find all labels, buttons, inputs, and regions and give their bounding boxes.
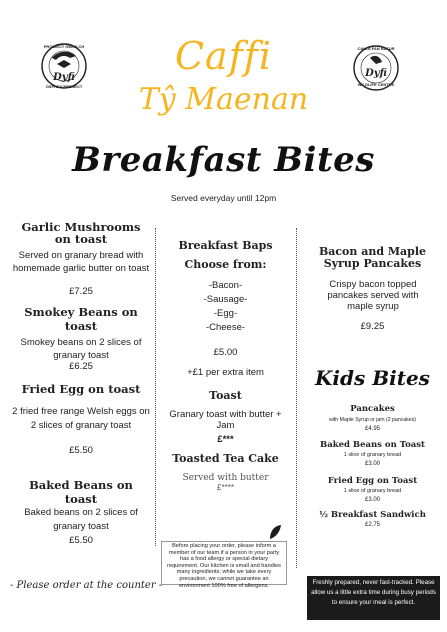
- brand-name-line2: Tŷ Maenan: [138, 82, 309, 117]
- logo-right-top: CANOLFAN NATUR: [357, 46, 395, 51]
- baps-extra-price: +£1 per extra item: [187, 367, 264, 378]
- kids-baked-beans-desc: 1 slice of granary bread: [343, 452, 402, 458]
- order-at-counter-note: - Please order at the counter -: [10, 580, 163, 591]
- baps-option-egg: -Egg-: [213, 308, 238, 319]
- baps-option-cheese: -Cheese-: [205, 322, 246, 333]
- kids-pancakes-desc: with Maple Syrup or jam (2 pancakes): [328, 417, 417, 423]
- pancakes-price: £9.25: [360, 321, 385, 332]
- logo-left-bottom: OSPREY PROJECT: [45, 84, 83, 89]
- item-garlic-mushrooms-desc: Served on granary bread with homemade garlic butter on toast: [12, 250, 150, 274]
- logo-left-main: Dyfi: [53, 72, 75, 83]
- item-baked-beans-name: Baked Beans on toast: [29, 478, 133, 506]
- baps-option-sausage: -Sausage-: [203, 294, 248, 305]
- item-smokey-beans-price: £6.25: [69, 361, 93, 372]
- toast-title: Toast: [209, 389, 242, 402]
- pancakes-title: Bacon and Maple Syrup Pancakes: [318, 245, 427, 270]
- brand-name-line1: Caffi: [174, 34, 272, 78]
- item-smokey-beans-desc: Smokey beans on 2 slices of granary toast: [20, 337, 142, 361]
- toast-desc: Granary toast with butter + Jam: [169, 409, 282, 431]
- column-divider-left: [155, 228, 156, 546]
- menu-title: Breakfast Bites: [72, 140, 375, 180]
- allergen-notice: Before placing your order, please inform a member of our team if a person in your party has a food allergy or special dietary requirement. Our kitchen is small and handles many ingredients; while we take every precaution, we cannot guarantee an environment 100% free of allergens.: [161, 541, 287, 585]
- baps-title: Breakfast Baps: [178, 239, 273, 252]
- leaf-icon: [268, 524, 282, 545]
- teacake-desc: Served with butter: [182, 473, 269, 483]
- baps-price: £5.00: [213, 347, 238, 358]
- pancakes-desc: Crispy bacon topped pancakes served with maple syrup: [327, 279, 419, 312]
- kids-baked-beans-price: £3.00: [364, 461, 380, 467]
- logo-left-top: PROSIECT GWEILCH: [43, 44, 85, 49]
- teacake-price: £****: [217, 483, 234, 492]
- item-baked-beans-desc: Baked beans on 2 slices of granary toast: [24, 507, 138, 532]
- kids-bites-title: Kids Bites: [315, 366, 430, 390]
- item-garlic-mushrooms-price: £7.25: [69, 286, 93, 297]
- kids-half-sandwich-name: ½ Breakfast Sandwich: [319, 510, 426, 520]
- kids-pancakes-name: Pancakes: [350, 404, 395, 414]
- item-garlic-mushrooms-name: Garlic Mushrooms on toast: [21, 220, 141, 246]
- toast-price: £***: [217, 434, 234, 445]
- item-fried-egg-name: Fried Egg on toast: [21, 382, 141, 396]
- item-baked-beans-price: £5.50: [69, 535, 93, 546]
- item-fried-egg-desc: 2 fried free range Welsh eggs on 2 slices of granary toast: [12, 406, 150, 431]
- teacake-title: Toasted Tea Cake: [172, 452, 279, 465]
- item-smokey-beans-name: Smokey Beans on toast: [24, 305, 138, 333]
- kids-fried-egg-desc: 1 slice of granary bread: [343, 488, 402, 494]
- column-divider-right: [296, 228, 297, 568]
- kids-baked-beans-name: Baked Beans on Toast: [320, 440, 425, 450]
- kids-pancakes-price: £4.95: [364, 426, 380, 432]
- kids-fried-egg-name: Fried Egg on Toast: [327, 476, 418, 486]
- item-fried-egg-price: £5.50: [69, 445, 93, 456]
- kids-fried-egg-price: £3.00: [364, 497, 380, 503]
- kids-half-sandwich-price: £2.75: [364, 522, 380, 528]
- freshly-prepared-note: Freshly prepared, never fast-tracked. Please allow us a little extra time during busy periods to ensure your meal is perfect.: [307, 576, 440, 620]
- logo-right-bottom: WILDLIFE CENTRE: [357, 82, 395, 87]
- menu-subtitle: Served everyday until 12pm: [170, 193, 277, 203]
- logo-right-main: Dyfi: [365, 68, 387, 79]
- baps-choose-label: Choose from:: [184, 258, 267, 271]
- baps-option-bacon: -Bacon-: [208, 280, 243, 291]
